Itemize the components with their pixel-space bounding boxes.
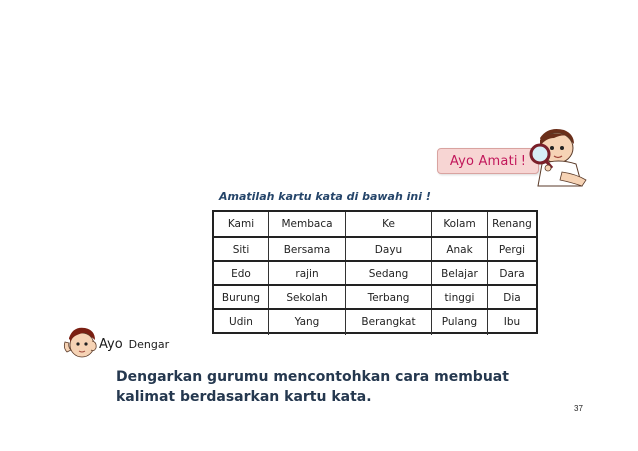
word-card: Siti (232, 244, 250, 257)
word-card: Terbang (345, 286, 431, 311)
word-card: Belajar (431, 262, 487, 287)
word-card: Yang (268, 310, 345, 335)
ayo-amati-word: Amati (478, 153, 518, 169)
body-text: Dengarkan gurumu mencontohkan cara membuat kalimat berdasarkan kartu kata. (116, 369, 509, 405)
grid-row (214, 236, 536, 263)
word-card: Bersama (268, 238, 345, 263)
instruction-text: Amatilah kartu kata di bawah ini ! (219, 190, 431, 203)
grid-row (214, 212, 536, 237)
word-card: Berangkat (345, 310, 431, 335)
word-card: Dara (487, 262, 536, 287)
ayo-dengar-ayo: Ayo (99, 337, 123, 352)
grid-row (214, 308, 536, 335)
word-card: Sedang (345, 262, 431, 287)
word-card: Anak (431, 238, 487, 263)
word-card: Ibu (487, 310, 536, 335)
word-card-grid (212, 210, 538, 334)
page-number: 37 (574, 404, 583, 413)
word-card: tinggi (431, 286, 487, 311)
word-card: Pergi (487, 238, 536, 263)
grid-row (214, 260, 536, 287)
word-card: rajin (268, 262, 345, 287)
listening-boy-icon (63, 324, 99, 360)
word-card: Udin (229, 316, 253, 329)
ayo-dengar-label (99, 337, 169, 352)
ayo-amati-exclaim: ! (520, 153, 527, 169)
word-card: Burung (221, 292, 261, 305)
ayo-amati-ayo: Ayo (449, 153, 475, 169)
word-card: Renang (487, 212, 536, 237)
word-card: Kami (227, 218, 255, 231)
magnifier-boy-icon (524, 124, 592, 190)
word-card: Dia (487, 286, 536, 311)
word-card: Dayu (345, 238, 431, 263)
word-card: Pulang (431, 310, 487, 335)
ayo-dengar-word: Dengar (128, 338, 170, 351)
grid-row (214, 284, 536, 311)
word-card: Sekolah (268, 286, 345, 311)
word-card: Edo (231, 268, 251, 281)
word-card: Membaca (268, 212, 345, 237)
word-card: Kolam (431, 212, 487, 237)
word-card: Ke (345, 212, 431, 237)
